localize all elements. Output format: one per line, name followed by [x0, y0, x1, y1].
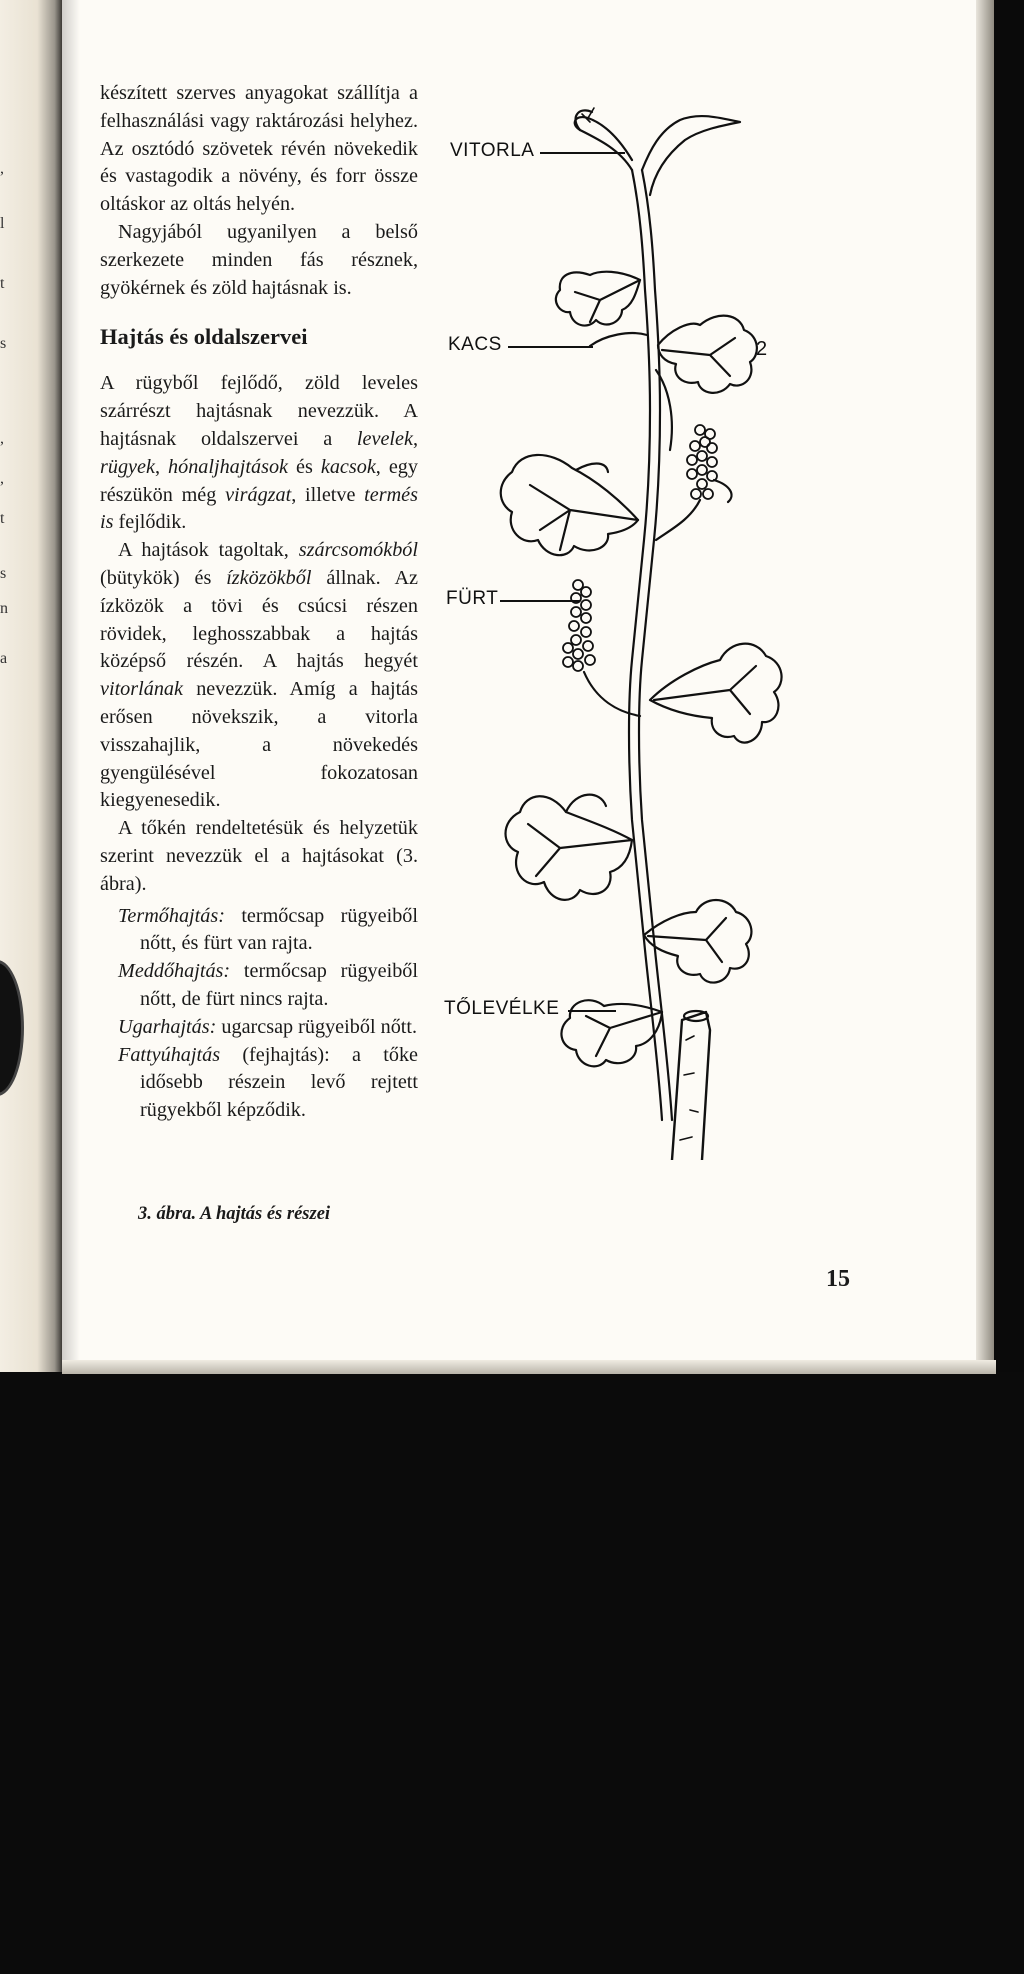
text-run: és [288, 455, 321, 478]
term-vitorla: vitorlának [100, 678, 183, 701]
list-term: Termőhajtás: [118, 904, 225, 927]
list-text: termőcsap rügyeiből nőtt, de fürt nincs rajta. [140, 960, 418, 1010]
list-text: ugarcsap rügyeiből nőtt. [216, 1015, 418, 1038]
leader-line-tolevelke [568, 1010, 616, 1012]
label-tolevelke: TŐLEVÉLKE [444, 998, 560, 1019]
library-stamp [0, 960, 24, 1096]
paragraph-tagolt [100, 537, 418, 815]
label-vitorla: VITORLA [450, 140, 535, 161]
text-run: fejlődik. [113, 511, 187, 534]
text-run: , illetve [291, 483, 365, 506]
text-column [100, 80, 418, 1125]
list-item [100, 1042, 418, 1125]
list-item [100, 958, 418, 1014]
text-run: , egy részükön még [100, 455, 418, 506]
section-heading: Hajtás és oldalszervei [100, 324, 308, 350]
leader-line-vitorla [540, 152, 625, 154]
paragraph-continuation: készített szerves anyagokat szállítja a felhasználási vagy raktározási helyhez. Az osztódó szövetek révén növekedik és vastagodik a növény, és forr össze oltáskor az oltás helyén. [100, 82, 418, 216]
list-text: (fejhajtás): a tőke idősebb részein levő rejtett rügyekből képződik. [140, 1043, 418, 1122]
list-item [100, 1014, 418, 1042]
leader-line-furt [500, 600, 580, 602]
list-term: Fattyúhajtás [118, 1043, 221, 1066]
term-izkozok: ízközökből [226, 566, 312, 589]
list-term: Ugarhajtás: [118, 1015, 217, 1038]
previous-page-text-fragments: , l t s , , t s n a [0, 160, 8, 667]
term-kacsok: kacsok [320, 455, 376, 478]
text-run: , [154, 455, 168, 478]
term-levelek: levelek [356, 427, 413, 450]
page-gutter-shadow [62, 0, 80, 1372]
paragraph-toke: A tőkén rendeltetésük és helyzetük szerint nevezzük el a hajtásokat (3. ábra). [100, 817, 418, 895]
text-run: (bütykök) és [100, 566, 227, 589]
paragraph-structure: Nagyjából ugyanilyen a belső szerkezete minden fás résznek, gyökérnek és zöld hajtásnak is. [100, 220, 418, 299]
list-item [100, 903, 418, 959]
shoot-type-list [100, 903, 418, 1125]
text-run: nevezzük. Amíg a hajtás erősen növekszik, a vitorla visszahajlik, a növekedés gyengülésével fokozatosan kiegyenesedik. [100, 678, 418, 812]
label-kacs: KACS [448, 334, 502, 355]
term-szarcsomok: szárcsomókból [298, 539, 418, 562]
leaf-number: 2 [756, 338, 768, 360]
text-run: A rügyből fejlődő, zöld leveles szárrészt hajtásnak nevezzük. A hajtásnak oldalszervei a [100, 372, 418, 450]
text-run: , [412, 427, 418, 450]
text-run: állnak. Az ízközök a tövi és csúcsi részen rövidek, leghosszabbak a hajtás középső részén. A hajtás hegyét [100, 566, 418, 673]
page-right-edge [976, 0, 994, 1372]
term-rugyek: rügyek [100, 455, 155, 478]
page-bottom-edge [62, 1360, 996, 1374]
dark-background-right [994, 0, 1024, 1372]
page-number: 15 [826, 1266, 850, 1292]
text-run: A hajtások tagoltak, [118, 539, 299, 562]
list-term: Meddőhajtás: [118, 960, 231, 983]
label-furt: FÜRT [446, 588, 499, 609]
term-viragzat: virágzat [225, 483, 292, 506]
leader-line-kacs [508, 346, 593, 348]
term-termes: termés is [100, 483, 418, 534]
previous-page-edge [0, 0, 62, 1372]
paragraph-intro [100, 370, 418, 537]
term-honaljhajtasok: hónaljhajtások [168, 455, 289, 478]
figure-caption: 3. ábra. A hajtás és részei [138, 1204, 331, 1224]
list-text: termőcsap rügyeiből nőtt, és fürt van rajta. [140, 904, 418, 955]
